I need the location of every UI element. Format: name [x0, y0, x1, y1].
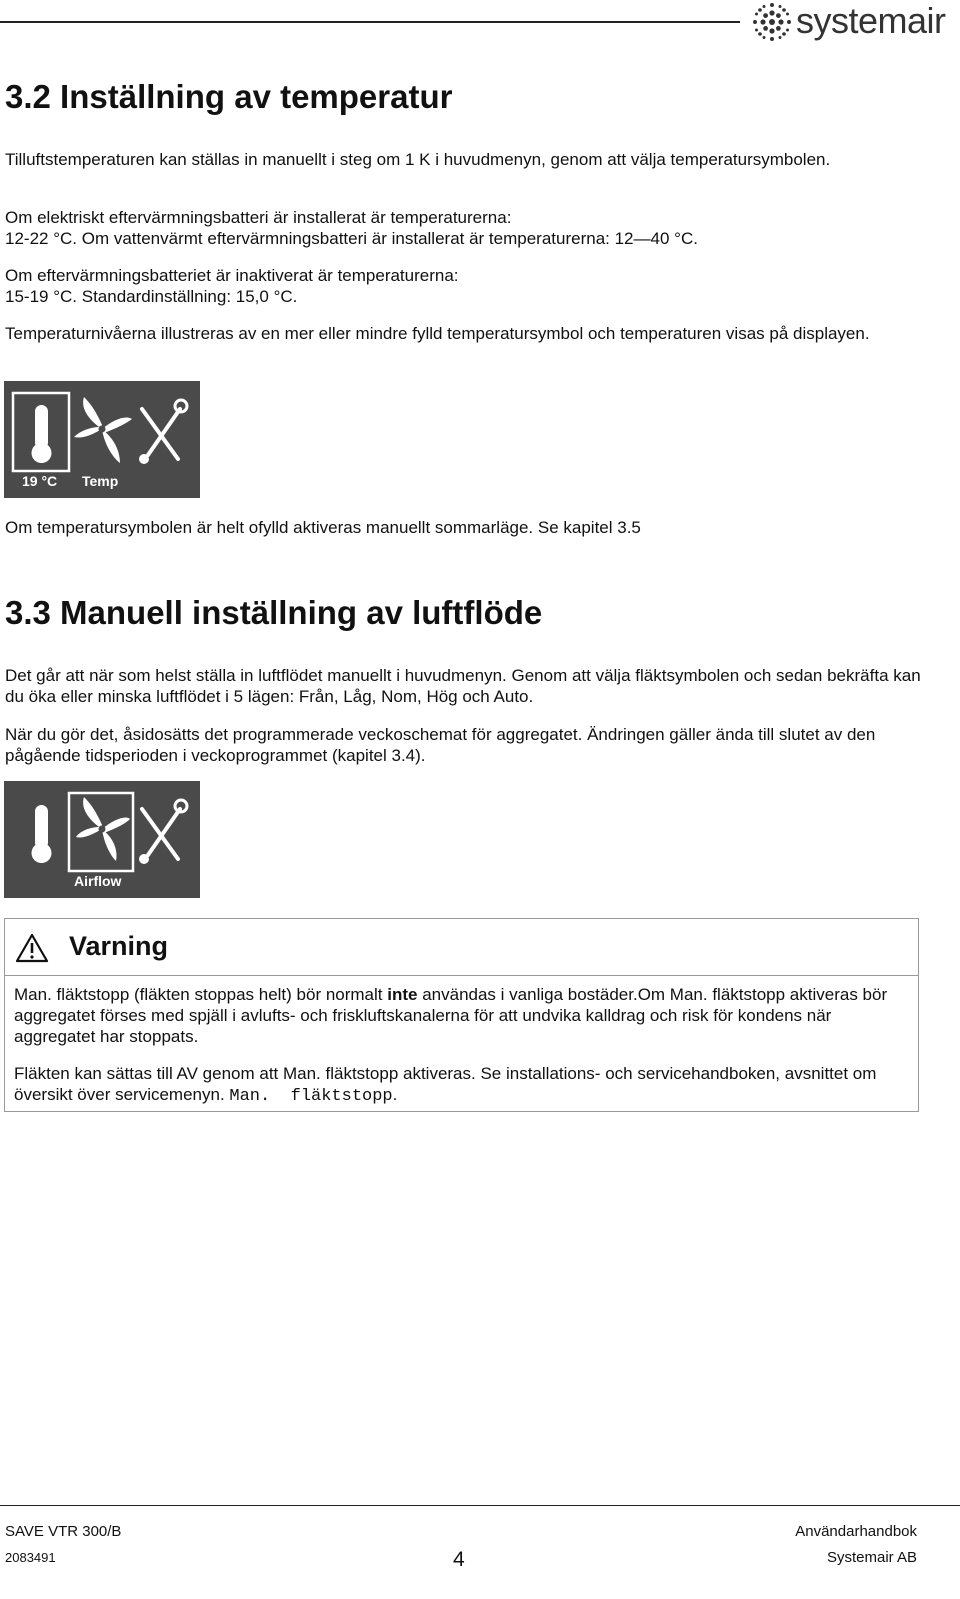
paragraph-heater-inactive: [5, 265, 935, 307]
display-airflow-label: Airflow: [74, 873, 122, 889]
paragraph-electric-heater: [5, 207, 935, 249]
footer-product: SAVE VTR 300/B: [5, 1523, 122, 1540]
tools-icon: [140, 800, 187, 863]
header-rule: [0, 21, 740, 23]
systemair-dots-logo-icon: [752, 2, 792, 42]
footer-rule: [0, 1505, 960, 1506]
warning-paragraph-fan-stop: [14, 984, 909, 1047]
paragraph-temperature-levels: Temperaturnivåerna illustreras av en mer eller mindre fylld temperatursymbol och temperaturen visas på displayen.: [5, 324, 870, 343]
warning-service-text: Fläkten kan sättas till AV genom att Man. fläktstopp aktiveras. Se installations- och servicehandboken, avsnittet om översikt över servicemenyn.: [14, 1064, 877, 1104]
paragraph-intro: Tilluftstemperaturen kan ställas in manuellt i steg om 1 K i huvudmenyn, genom att välja temperatursymbolen.: [5, 150, 831, 169]
paragraph-weekly-override: När du gör det, åsidosätts det programmerade veckoschemat för aggregatet. Ändringen gäller ända till slutet av den pågående tidsperioden i veckoprogrammet (kapitel 3.4).: [5, 725, 876, 765]
display-temperature-value: 19 °C: [22, 473, 58, 489]
paragraph-heater-inactive-line2: 15-19 °C. Standardinställning: 15,0 °C.: [5, 287, 298, 306]
thermometer-icon: [32, 405, 52, 463]
footer-page-number: 4: [453, 1548, 465, 1571]
display-airflow-screen: [4, 781, 200, 898]
tools-icon: [140, 400, 187, 463]
display-temperature-screen: [4, 381, 200, 498]
footer-company: Systemair AB: [826, 1549, 917, 1566]
fan-icon: [74, 397, 132, 463]
thermometer-icon: [32, 805, 52, 863]
warning-box: [4, 918, 919, 1112]
warning-header: [5, 919, 918, 976]
warning-text-part2: användas i vanliga bostäder.Om Man. fläktstopp aktiveras bör aggregatet förses med spjäll i avlufts- och friskluftskanalerna för att undvika kalldrag och risk för kondens när aggregatet har stoppats.: [14, 985, 888, 1046]
display-temp-label: Temp: [82, 473, 119, 489]
warning-paragraph-service-menu: [14, 1063, 909, 1107]
section-heading-temperature: 3.2 Inställning av temperatur: [5, 78, 453, 115]
logo-wordmark: systemair: [796, 0, 946, 41]
warning-triangle-icon: [15, 933, 49, 963]
section-heading-airflow: 3.3 Manuell inställning av luftflöde: [5, 594, 543, 631]
warning-menu-item-code: Man. fläktstopp: [229, 1087, 393, 1106]
paragraph-summer-mode: Om temperatursymbolen är helt ofylld aktiveras manuellt sommarläge. Se kapitel 3.5: [5, 518, 641, 537]
paragraph-electric-heater-line2: 12-22 °C. Om vattenvärmt eftervärmningsbatteri är installerat är temperaturerna: 12—40 °C.: [5, 229, 698, 248]
paragraph-airflow-manual: Det går att när som helst ställa in luftflödet manuellt i huvudmenyn. Genom att välja fläktsymbolen och sedan bekräfta kan du öka eller minska luftflödet i 5 lägen: Från, Låg, Nom, Hög och Auto.: [5, 666, 921, 706]
warning-title: Varning: [69, 931, 169, 961]
warning-text-emphasis: inte: [387, 985, 418, 1004]
paragraph-heater-inactive-line1: Om eftervärmningsbatteriet är inaktiverat är temperaturerna:: [5, 266, 459, 285]
brand-logo: [752, 0, 952, 44]
fan-icon: [76, 797, 130, 861]
warning-text-part1: Man. fläktstopp (fläkten stoppas helt) bör normalt: [14, 985, 388, 1004]
footer-doc-number: 2083491: [5, 1550, 56, 1565]
paragraph-electric-heater-line1: Om elektriskt eftervärmningsbatteri är installerat är temperaturerna:: [5, 208, 512, 227]
footer-doc-type: Användarhandbok: [795, 1523, 917, 1540]
warning-service-end: .: [392, 1085, 398, 1104]
